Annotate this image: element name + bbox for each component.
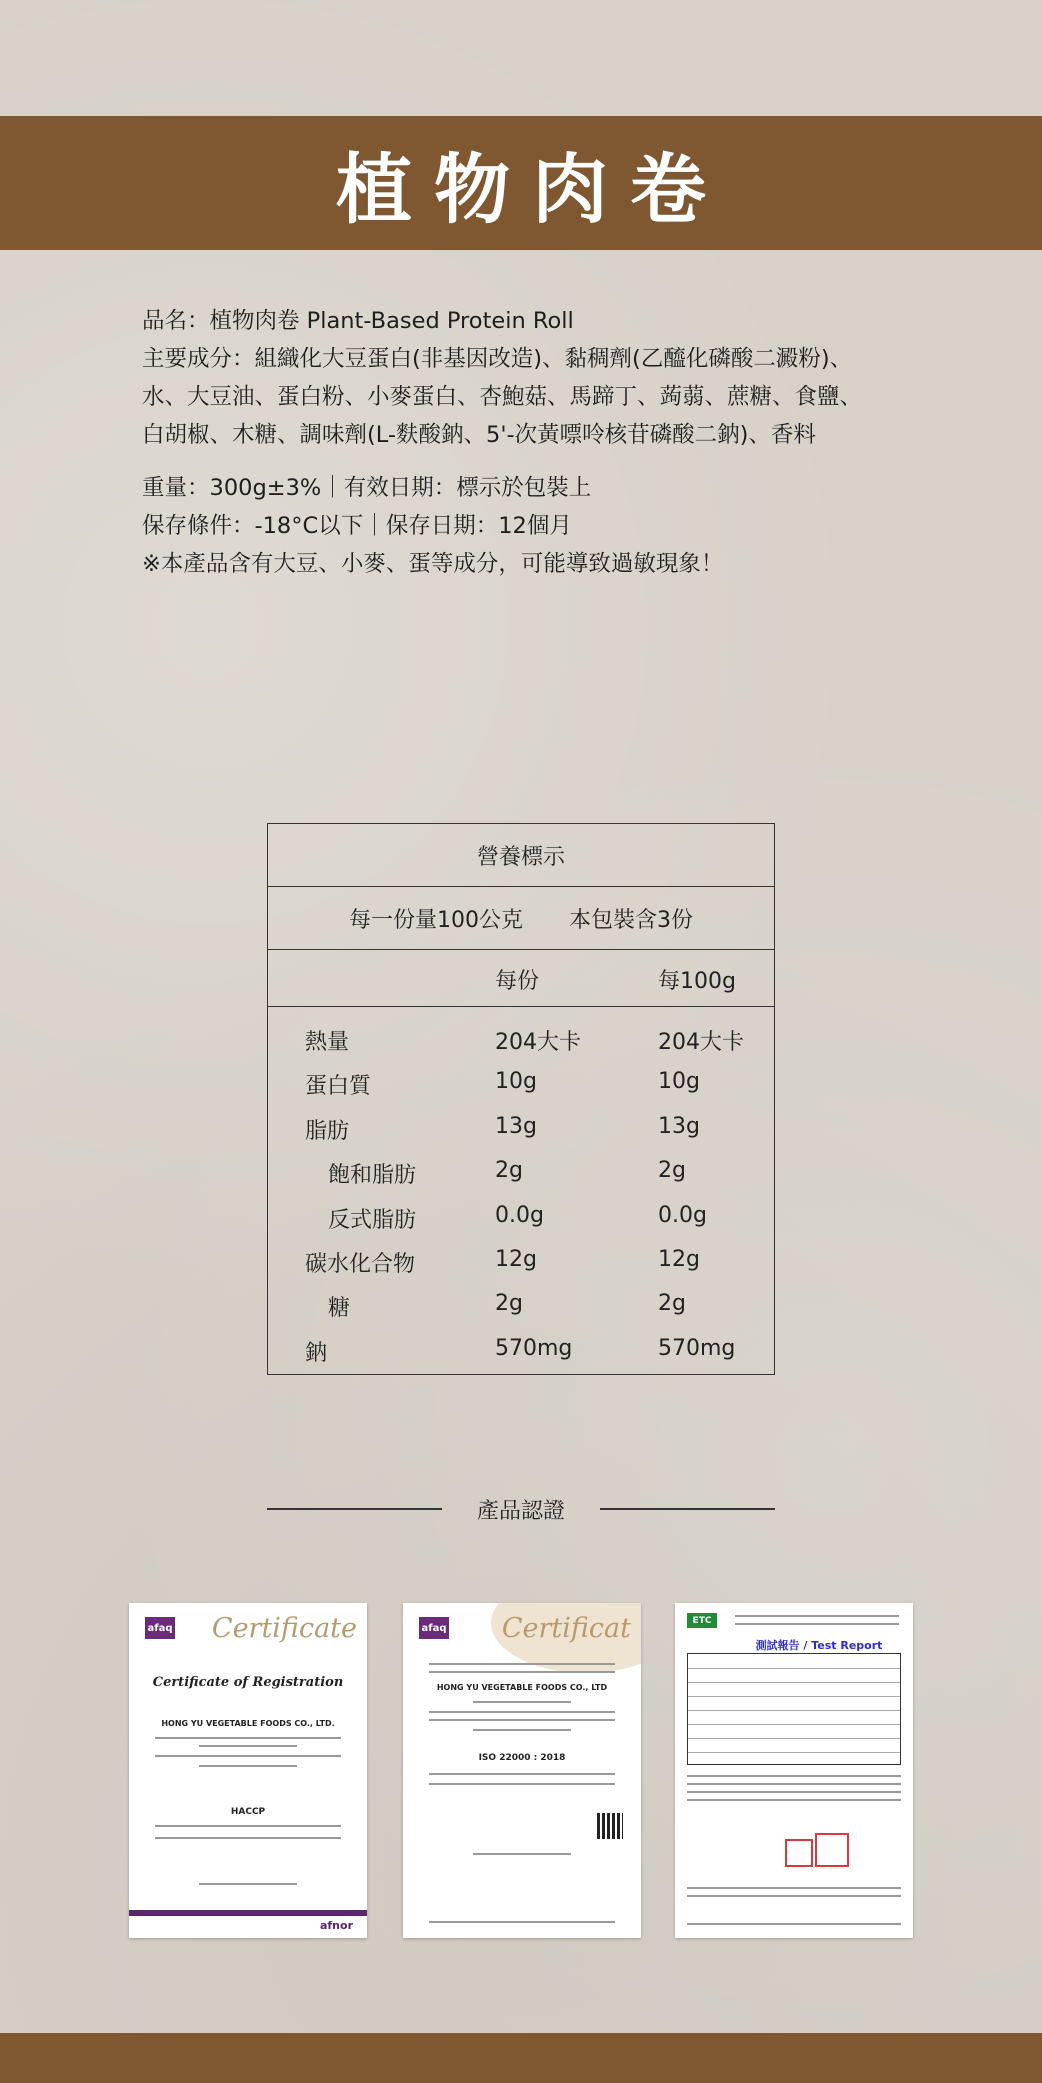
storage-line: 保存條件：-18°C以下｜保存日期：12個月	[142, 513, 572, 539]
title-banner	[0, 116, 1042, 250]
afnor-logo: afnor	[319, 1919, 353, 1932]
certificate-title: Certificate	[211, 1613, 357, 1644]
certification-title: 產品認證	[476, 1499, 565, 1524]
text-line	[429, 1921, 615, 1923]
table-row	[268, 1241, 774, 1285]
nutrient-name: 鈉	[305, 1340, 328, 1366]
text-line	[473, 1729, 571, 1731]
product-name: 品名：植物肉卷 Plant-Based Protein Roll	[142, 308, 574, 334]
text-line	[155, 1755, 341, 1757]
text-line	[155, 1837, 341, 1839]
nutrition-header	[268, 824, 774, 887]
serving-size: 每一份量100公克	[349, 907, 523, 933]
nutrition-rows	[268, 1007, 774, 1374]
text-line	[735, 1615, 899, 1617]
text-line	[687, 1895, 901, 1897]
afaq-logo: afaq	[419, 1617, 449, 1639]
table-row	[268, 1063, 774, 1107]
table-row	[268, 1108, 774, 1152]
certificate-title: Certificat	[501, 1613, 631, 1644]
nutrition-table	[267, 823, 775, 1375]
ingredients-line-1: 主要成分：組織化大豆蛋白(非基因改造)、黏稠劑(乙醯化磷酸二澱粉)、	[142, 346, 853, 372]
text-line	[199, 1883, 297, 1885]
text-line	[429, 1773, 615, 1775]
col-per-100g: 每100g	[658, 969, 736, 994]
text-line	[429, 1671, 615, 1673]
nutrient-per-100g: 13g	[658, 1113, 700, 1139]
etc-logo: ETC	[687, 1613, 717, 1628]
text-line	[735, 1623, 899, 1625]
nutrient-per-serving: 2g	[495, 1158, 523, 1184]
nutrient-per-serving: 570mg	[495, 1335, 573, 1361]
nutrient-name: 碳水化合物	[305, 1251, 416, 1277]
text-line	[687, 1791, 901, 1793]
table-row	[268, 1152, 774, 1196]
nutrient-name: 糖	[328, 1296, 351, 1322]
ingredients-line-2: 水、大豆油、蛋白粉、小麥蛋白、杏鮑菇、馬蹄丁、蒟蒻、蔗糖、食鹽、	[142, 384, 863, 410]
table-row	[268, 1330, 774, 1374]
stamp-icon	[785, 1839, 813, 1867]
product-info	[142, 302, 902, 583]
nutrient-per-serving: 10g	[495, 1069, 537, 1095]
certificate-iso22000[interactable]	[403, 1603, 641, 1938]
nutrient-per-100g: 204大卡	[658, 1030, 744, 1055]
text-line	[429, 1711, 615, 1713]
text-line	[429, 1783, 615, 1785]
nutrient-per-serving: 12g	[495, 1246, 537, 1272]
text-line	[687, 1887, 901, 1889]
nutrition-title: 營養標示	[476, 844, 565, 870]
text-line	[155, 1825, 341, 1827]
nutrient-name: 反式脂肪	[328, 1207, 417, 1233]
stamp-icon	[815, 1833, 849, 1867]
text-line	[429, 1719, 615, 1721]
certificate-haccp[interactable]	[129, 1603, 367, 1938]
nutrient-per-100g: 2g	[658, 1158, 686, 1184]
certificate-test-report[interactable]	[675, 1603, 913, 1938]
nutrient-per-100g: 10g	[658, 1069, 700, 1095]
text-line	[687, 1799, 901, 1801]
nutrition-column-headers	[268, 950, 774, 1007]
text-line	[687, 1923, 901, 1925]
company-name: HONG YU VEGETABLE FOODS CO., LTD	[436, 1683, 608, 1692]
footer-band	[0, 2033, 1042, 2083]
text-line	[429, 1663, 615, 1665]
nutrient-name: 脂肪	[305, 1118, 350, 1144]
col-per-serving: 每份	[495, 969, 540, 994]
nutrient-per-serving: 204大卡	[495, 1030, 581, 1055]
report-title: 測試報告 / Test Report	[755, 1639, 883, 1652]
table-row	[268, 1019, 774, 1063]
qr-code-icon	[597, 1813, 623, 1839]
text-line	[199, 1745, 297, 1747]
text-line	[473, 1853, 571, 1855]
nutrient-name: 飽和脂肪	[328, 1163, 417, 1189]
report-table	[687, 1653, 901, 1765]
table-row	[268, 1285, 774, 1329]
purple-bar	[129, 1910, 367, 1916]
nutrient-name: 蛋白質	[305, 1074, 372, 1100]
table-row	[268, 1197, 774, 1241]
text-line	[199, 1765, 297, 1767]
nutrient-per-serving: 0.0g	[495, 1202, 544, 1228]
registration-title: Certificate of Registration	[152, 1675, 344, 1690]
certification-heading	[267, 1490, 775, 1530]
ingredients-line-3: 白胡椒、木糖、調味劑(L-麩酸鈉、5'-次黃嘌呤核苷磷酸二鈉)、香料	[142, 422, 816, 448]
nutrient-per-serving: 2g	[495, 1291, 523, 1317]
afaq-logo: afaq	[145, 1617, 175, 1639]
nutrient-per-100g: 2g	[658, 1291, 686, 1317]
divider-right	[600, 1508, 775, 1510]
text-line	[687, 1775, 901, 1777]
text-line	[473, 1701, 571, 1703]
weight-line: 重量：300g±3%｜有效日期：標示於包裝上	[142, 475, 592, 501]
text-line	[687, 1783, 901, 1785]
nutrient-per-serving: 13g	[495, 1113, 537, 1139]
company-name: HONG YU VEGETABLE FOODS CO., LTD.	[161, 1719, 335, 1728]
allergy-warning: ※本產品含有大豆、小麥、蛋等成分，可能導致過敏現象！	[142, 551, 724, 577]
serving-info	[268, 887, 774, 950]
text-line	[155, 1737, 341, 1739]
page-title: 植物肉卷	[336, 144, 728, 234]
standard-label: ISO 22000 : 2018	[478, 1753, 566, 1763]
servings-per-pack: 本包裝含3份	[569, 907, 693, 933]
nutrient-per-100g: 570mg	[658, 1335, 736, 1361]
nutrient-name: 熱量	[305, 1030, 350, 1055]
nutrient-per-100g: 12g	[658, 1246, 700, 1272]
standard-label: HACCP	[230, 1807, 266, 1817]
nutrient-per-100g: 0.0g	[658, 1202, 707, 1228]
